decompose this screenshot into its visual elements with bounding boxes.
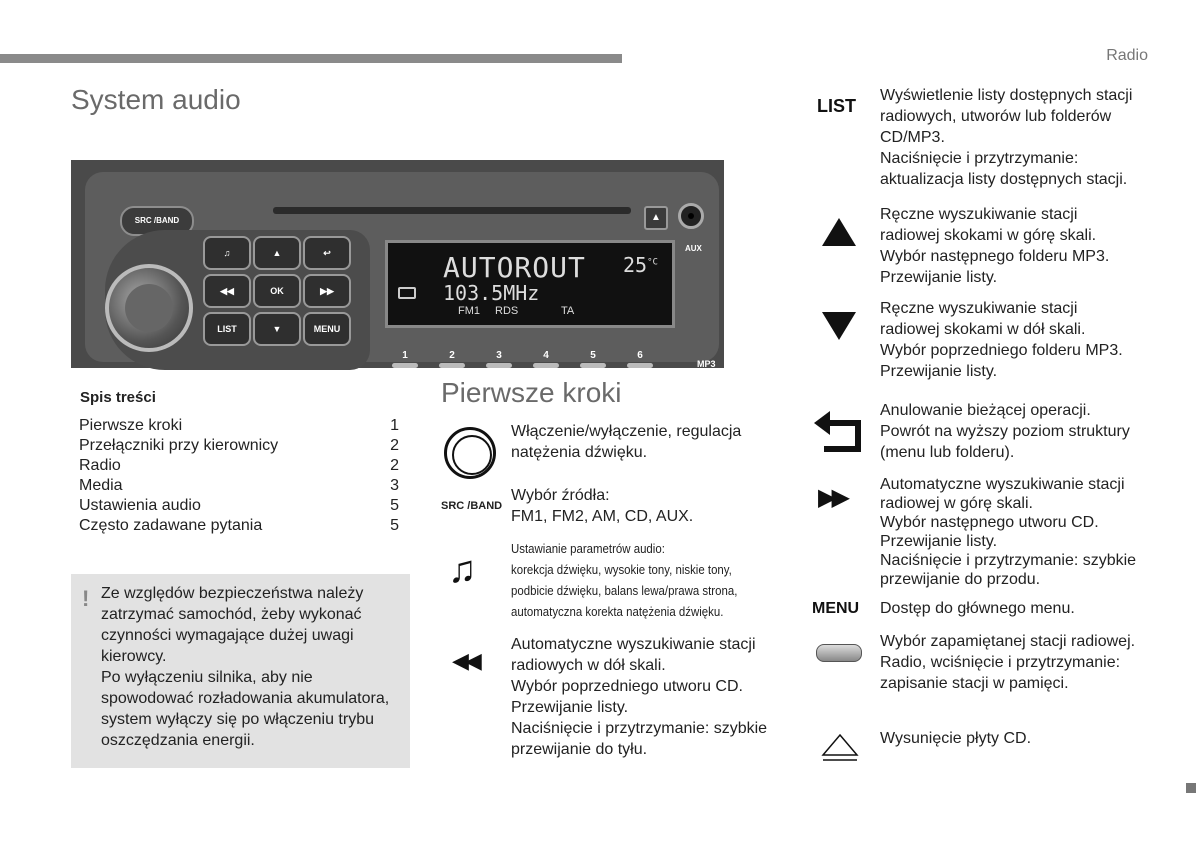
- cd-slot: [273, 207, 631, 214]
- radio-icon: [398, 287, 416, 299]
- volume-knob-icon: [444, 427, 496, 479]
- src-band-key: SRC /BAND: [120, 206, 194, 236]
- music-key: ♫: [203, 236, 251, 270]
- fast-forward-icon: ▶▶: [818, 484, 845, 511]
- eject-key: ▲: [644, 206, 668, 230]
- triangle-up-icon: [822, 218, 856, 246]
- display-temp: $25^{^\circ C}$: [623, 253, 658, 277]
- toc-item[interactable]: Pierwsze kroki 1: [79, 417, 399, 434]
- section-title: Pierwsze kroki: [441, 377, 622, 408]
- display-ta: TA: [561, 305, 575, 317]
- list-description: Wyświetlenie listy dostępnych stacji radiowych, utworów lub folderów CD/MP3. Naciśnięcie i przytrzymanie: aktualizacja listy dostępnych stacji.: [880, 87, 1133, 188]
- aux-jack: [678, 203, 704, 229]
- triangle-down-icon: [822, 312, 856, 340]
- preset-key-6: 6: [626, 350, 654, 368]
- header-rule: [0, 54, 622, 63]
- page-title: System audio: [71, 84, 241, 115]
- toc-item[interactable]: Ustawienia audio 5: [79, 497, 399, 514]
- up-key: ▲: [253, 236, 301, 270]
- rewind-description: Automatyczne wyszukiwanie stacji radiowych w dół skali. Wybór poprzedniego utworu CD. Przewijanie listy. Naciśnięcie i przytrzymanie: szybkie przewijanie do tyłu.: [511, 636, 768, 758]
- radio-faceplate: [85, 172, 719, 369]
- down-description: Ręczne wyszukiwanie stacji radiowej skokami w dół skali. Wybór poprzedniego folderu MP3. Przewijanie listy.: [880, 300, 1123, 380]
- preset-key-icon: [816, 644, 862, 662]
- back-arrow-icon: [814, 405, 864, 455]
- preset-key-1: 1: [391, 350, 419, 368]
- power-description: Włączenie/wyłączenie, regulacja natężenia dźwięku.: [511, 423, 742, 461]
- section-label: Radio: [1106, 47, 1148, 64]
- toc-item[interactable]: Często zadawane pytania 5: [79, 517, 399, 534]
- menu-description: Dostęp do głównego menu.: [880, 600, 1075, 617]
- preset-key-3: 3: [485, 350, 513, 368]
- display-fm1: FM1: [458, 305, 480, 317]
- volume-knob: [105, 264, 193, 352]
- list-label: LIST: [817, 96, 856, 116]
- rewind-icon: ◀◀: [452, 648, 478, 673]
- preset-key-2: 2: [438, 350, 466, 368]
- preset-key-4: 4: [532, 350, 560, 368]
- warning-box: [71, 574, 410, 768]
- display-frequency: 103.5MHz: [443, 281, 540, 305]
- down-key: ▼: [253, 312, 301, 346]
- list-key: LIST: [203, 312, 251, 346]
- display-rds: RDS: [495, 305, 519, 317]
- eject-description: Wysunięcie płyty CD.: [880, 730, 1032, 747]
- aux-label: AUX: [685, 244, 702, 253]
- ff-description: Automatyczne wyszukiwanie stacji radiowej w górę skali. Wybór następnego utworu CD. Przewijanie listy. Naciśnięcie i przytrzymanie: szybkie przewijanie do przodu.: [880, 476, 1137, 588]
- eject-icon: [820, 733, 860, 763]
- preset-description: Wybór zapamiętanej stacji radiowej. Radio, wciśnięcie i przytrzymanie: zapisanie stacji w pamięci.: [880, 633, 1136, 692]
- toc-item[interactable]: Media 3: [79, 477, 399, 494]
- toc-item[interactable]: Radio 2: [79, 457, 399, 474]
- radio-unit-image: [71, 160, 724, 368]
- preset-key-5: 5: [579, 350, 607, 368]
- back-key: ↩: [303, 236, 351, 270]
- menu-label: MENU: [812, 600, 860, 617]
- audio-settings-description: Ustawianie parametrów audio: korekcja dźwięku, wysokie tony, niskie tony, podbicie dźwięku, balans lewa/prawa strona, automatyczna korekta natężenia dźwięku.: [511, 541, 738, 619]
- up-description: Ręczne wyszukiwanie stacji radiowej skokami w górę skali. Wybór następnego folderu MP3. Przewijanie listy.: [880, 206, 1110, 286]
- rewind-key: ◀◀: [203, 274, 251, 308]
- ff-key: ▶▶: [303, 274, 351, 308]
- toc-list: [79, 416, 399, 536]
- ok-key: OK: [253, 274, 301, 308]
- music-note-icon: ♫: [448, 549, 477, 591]
- warning-text: Ze względów bezpieczeństwa należy zatrzymać samochód, żeby wykonać czynności wymagające dużej uwagi kierowcy. Po wyłączeniu silnika, aby nie spowodować rozładowania akumulatora, system wyłączy się po włączeniu trybu oszczędzania energii.: [101, 585, 390, 749]
- toc-heading: Spis treści: [80, 389, 156, 406]
- src-band-label: SRC /BAND: [441, 500, 503, 512]
- radio-display: [385, 240, 675, 328]
- display-station: AUTOROUT: [443, 251, 586, 284]
- mp3-label: MP3: [697, 359, 716, 369]
- toc-item[interactable]: Przełączniki przy kierownicy 2: [79, 437, 399, 454]
- exclamation-icon: !: [82, 586, 90, 611]
- src-description: Wybór źródła: FM1, FM2, AM, CD, AUX.: [511, 487, 694, 525]
- back-description: Anulowanie bieżącej operacji. Powrót na wyższy poziom struktury (menu lub folderu).: [880, 402, 1130, 461]
- menu-key: MENU: [303, 312, 351, 346]
- page-marker: [1186, 783, 1196, 793]
